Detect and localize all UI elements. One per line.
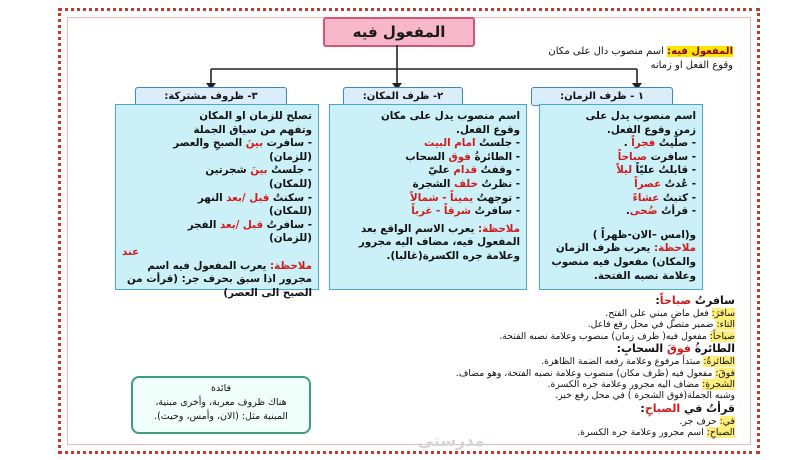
shared-example-4: (للمكان) bbox=[268, 177, 312, 190]
time-line-1: اسم منصوب يدل على bbox=[585, 110, 696, 122]
definition-text-1: اسم منصوب دال على مكان bbox=[548, 46, 664, 57]
time-extra: و(امس –الان-ظهراً ) bbox=[592, 228, 696, 241]
time-box bbox=[539, 104, 703, 290]
shared-example-3: - جلستُ بينَ شجرتين bbox=[205, 164, 312, 177]
analysis-sentence-1: سافرتُ صباحاً: bbox=[655, 294, 735, 307]
watermark: مدرستي bbox=[417, 431, 485, 450]
fact-line-2: المبنية مثل: (الان، وأمس، وحيث). bbox=[154, 411, 288, 422]
place-example-4: - نظرتُ خلف الشجرة bbox=[412, 177, 520, 190]
time-example-5: - كتبتُ عشاءً bbox=[632, 191, 696, 204]
analysis-line-7: وشبه الجملة(فوق الشجرة ) في محل رفع خبر. bbox=[555, 390, 735, 402]
time-example-3: - قابلتُ عليّاً ليلاً bbox=[616, 164, 696, 177]
analysis-sentence-2: الطائرةُ فوقَ السحابِ: bbox=[616, 342, 735, 356]
shared-example-7: - سافرتُ قبل /بعد الفجر bbox=[187, 218, 312, 231]
analysis-line-8: في: حرف جر. bbox=[679, 415, 735, 427]
page-frame bbox=[58, 8, 760, 454]
shared-note: ملاحظة: يعرب المفعول فيه اسم مجرور اذا سبق بحرف جر: (قرأت من الصبح الى العصر) bbox=[127, 259, 312, 299]
place-example-5: - توجهتُ يميناً - شمالاً bbox=[410, 191, 520, 204]
fact-box bbox=[131, 376, 311, 434]
shared-box bbox=[115, 104, 319, 299]
place-line-2: وقوع الفعل. bbox=[456, 123, 520, 136]
time-example-1: - صلّيتُ فجراً . bbox=[623, 137, 696, 150]
fact-line-1: هناك ظروف معربة، وأخرى مبنية، bbox=[155, 397, 287, 408]
shared-example-5: - سكنتُ قبل /بعد النهر bbox=[197, 191, 312, 204]
place-example-1: - جلستُ امام البيت bbox=[423, 137, 520, 150]
shared-note-word: عند bbox=[122, 245, 140, 258]
place-example-3: - وقفتُ قدام عليّ bbox=[428, 164, 520, 177]
shared-line-1: تصلح للزمان او المكان bbox=[199, 110, 312, 122]
time-example-6: - قرأتُ ضُحى. bbox=[625, 205, 696, 218]
place-box bbox=[329, 104, 527, 290]
analysis-section bbox=[315, 294, 735, 439]
page-title: المفعول فيه bbox=[323, 17, 475, 47]
place-note: ملاحظة: يعرب الاسم الواقع بعد المفعول فيه، مضاف اليه مجرور وعلامة جره الكسرة(غالبا). bbox=[358, 222, 520, 262]
analysis-line-4: الطائرةُ: مبتدأ مرفوع وعلامة رفعه الضمة الظاهرة. bbox=[541, 356, 735, 368]
time-line-2: زمن وقوع الفعل. bbox=[606, 123, 696, 136]
shared-example-2: (للزمان) bbox=[269, 150, 312, 163]
place-example-6: - سافرتُ شرقاً - غرباً bbox=[411, 205, 520, 218]
analysis-line-6: الشجرةِ: مضاف اليه مجرور وعلامة جره الكسرة. bbox=[547, 379, 735, 391]
time-note: ملاحظة: يعرب ظرف الزمان والمكان) مفعول فيه منصوب وعلامة نصبه الفتحة. bbox=[551, 242, 696, 282]
header-time: ١ - ظرف الزمان: bbox=[531, 87, 673, 106]
analysis-sentence-3: قرأتُ في الصباحِ: bbox=[640, 401, 735, 415]
analysis-line-2: التاء: ضمير متصل في محل رفع فاعل. bbox=[587, 319, 735, 331]
definition-label: المفعول فيه: bbox=[667, 46, 733, 57]
analysis-line-1: سافرَ: فعل ماضٍ مبني على الفتح. bbox=[605, 308, 735, 319]
place-line-1: اسم منصوب يدل على مكان bbox=[380, 110, 520, 122]
analysis-line-3: صباحاً: مفعول فيه( ظرف زمان) منصوب وعلامة نصبه الفتحة. bbox=[499, 330, 735, 342]
analysis-line-5: فوقَ: مفعول فيه (ظرف مكان) منصوب وعلامة نصبه الفتحة، وهو مضاف. bbox=[455, 367, 735, 379]
fact-title: فائدة bbox=[210, 383, 232, 394]
shared-line-2: وتفهم من سياق الجملة bbox=[193, 123, 312, 136]
time-example-2: - سافرت صباحاً bbox=[617, 150, 696, 163]
place-example-2: - الطائرةُ فوق السحاب bbox=[405, 150, 520, 163]
shared-example-1: - سافرت بينَ الصبحِ والعصر bbox=[173, 137, 312, 150]
header-shared: ٣- ظروف مشتركة: bbox=[135, 87, 287, 106]
definition-text-2: وقوع الفعل او زمانه bbox=[650, 60, 733, 71]
time-example-4: - عُدتُ عصراً bbox=[634, 177, 696, 190]
header-place: ٢- ظرف المكان: bbox=[343, 87, 463, 106]
shared-example-6: (للمكان) bbox=[268, 205, 312, 218]
shared-example-8: (للزمان) bbox=[269, 232, 312, 245]
analysis-line-9: الصباحِ: اسم مجرور وعلامة جره الكسرة. bbox=[577, 427, 735, 439]
